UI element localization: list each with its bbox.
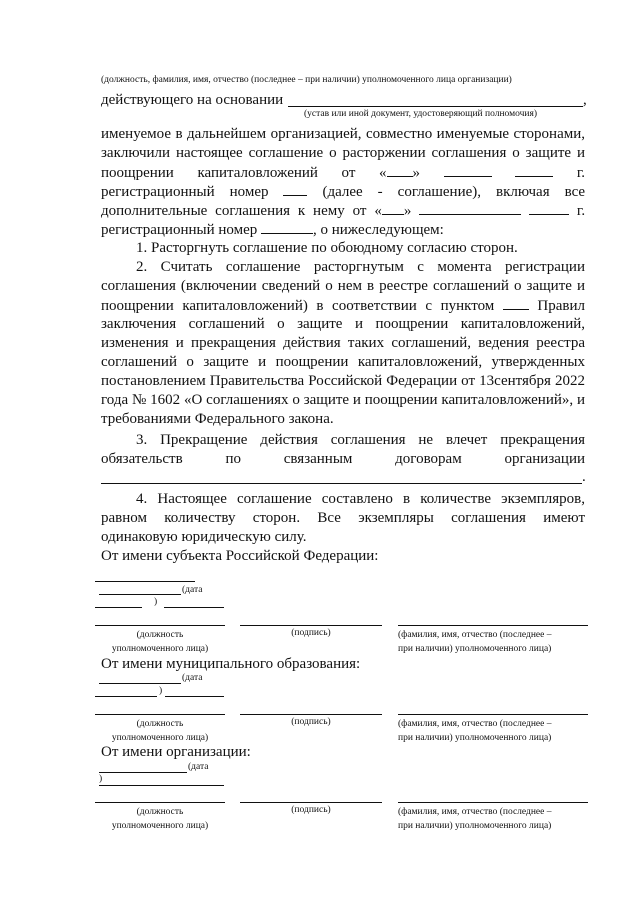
full-name-line	[398, 802, 588, 803]
signature-line	[240, 714, 382, 715]
clause-2-line-9: требованиями Федерального закона.	[101, 411, 334, 427]
date-line-mid	[99, 594, 181, 595]
date-line-mid	[99, 683, 181, 684]
signatory-region-heading: От имени субъекта Российской Федерации:	[101, 548, 379, 564]
date-label: (дата	[182, 585, 203, 595]
signature-line	[240, 802, 382, 803]
position-line	[95, 802, 225, 803]
date-bracket: )	[159, 686, 163, 696]
date-line-left	[95, 607, 142, 608]
signature-caption: (подпись)	[291, 628, 331, 638]
acting-basis-label: действующего на основании	[101, 92, 284, 108]
intro-line-4: регистрационный номер (далее - соглашение), включая все	[101, 184, 586, 200]
basis-comma: ,	[583, 92, 587, 108]
position-caption: (должность уполномоченного лица)	[111, 630, 209, 654]
date-line-right	[164, 607, 224, 608]
clause-2-line-1: 2. Считать соглашение расторгнутым с момента регистрации	[136, 259, 585, 275]
date-label: (дата	[188, 762, 209, 772]
intro-line-3: поощрении капиталовложений от « » г.	[101, 165, 586, 181]
date-line-left	[95, 696, 157, 697]
date-line-mid	[99, 772, 187, 773]
date-bracket: )	[154, 597, 158, 607]
clause-4-line-2: равном количеству сторон. Все экземпляры соглашения имеют	[101, 510, 585, 526]
clause-4-line-3: одинаковую юридическую силу.	[101, 529, 307, 545]
basis-blank-line	[288, 106, 583, 107]
clause-2-line-5: изменения и прекращения действия таких соглашений, ведения реестра	[101, 335, 585, 351]
date-line-bottom	[99, 785, 224, 786]
clause-2-line-6: соглашений о защите и поощрении капиталовложений, утвержденных	[101, 354, 585, 370]
clause-3-line-1: 3. Прекращение действия соглашения не влечет прекращения	[136, 432, 585, 448]
position-caption: (должность уполномоченного лица)	[111, 719, 209, 743]
intro-line-5: дополнительные соглашения к нему от « » г.	[101, 203, 586, 219]
full-name-caption: (фамилия, имя, отчество (последнее – при наличии) уполномоченного лица)	[398, 807, 552, 831]
full-name-caption: (фамилия, имя, отчество (последнее – при наличии) уполномоченного лица)	[398, 630, 552, 654]
clause-3-line-2: обязательств по связанным договорам организации	[101, 451, 585, 467]
intro-line-2: заключили настоящее соглашение о расторжении соглашения о защите и	[101, 145, 585, 161]
date-label: (дата	[182, 673, 203, 683]
date-bracket: )	[99, 774, 103, 784]
full-name-caption: (фамилия, имя, отчество (последнее – при наличии) уполномоченного лица)	[398, 719, 552, 743]
clause-2-line-3: поощрении капиталовложений) в соответствии с пунктом Правил	[101, 298, 586, 314]
clause-3-end: .	[582, 469, 586, 485]
intro-line-6: регистрационный номер , о нижеследующем:	[101, 222, 444, 238]
clause-2-line-7: постановлением Правительства Российской Федерации от 13сентября 2022	[101, 373, 585, 389]
signatory-municipality-heading: От имени муниципального образования:	[101, 656, 361, 672]
signature-line	[240, 625, 382, 626]
full-name-line	[398, 625, 588, 626]
full-name-line	[398, 714, 588, 715]
signature-caption: (подпись)	[291, 717, 331, 727]
clause-4-line-1: 4. Настоящее соглашение составлено в количестве экземпляров,	[136, 491, 585, 507]
signatory-organization-heading: От имени организации:	[101, 744, 251, 760]
clause-2-line-4: заключения соглашений о защите и поощрении капиталовложений,	[101, 316, 585, 332]
clause-2-line-2: соглашения (включении сведений о нем в реестре соглашений о защите и	[101, 278, 585, 294]
official-caption: (должность, фамилия, имя, отчество (последнее – при наличии) уполномоченного лица организации)	[101, 75, 512, 85]
charter-caption: (устав или иной документ, удостоверяющий полномочия)	[304, 109, 538, 119]
position-line	[95, 714, 225, 715]
signature-caption: (подпись)	[291, 805, 331, 815]
organization-blank-line	[101, 483, 582, 484]
date-line-right	[165, 696, 224, 697]
date-line-top	[95, 581, 195, 582]
position-caption: (должность уполномоченного лица)	[111, 807, 209, 831]
position-line	[95, 625, 225, 626]
clause-1: 1. Расторгнуть соглашение по обоюдному согласию сторон.	[136, 240, 518, 256]
intro-line-1: именуемое в дальнейшем организацией, совместно именуемые сторонами,	[101, 126, 585, 142]
clause-2-line-8: года № 1602 «О соглашениях о защите и поощрении капиталовложений», и	[101, 392, 585, 408]
